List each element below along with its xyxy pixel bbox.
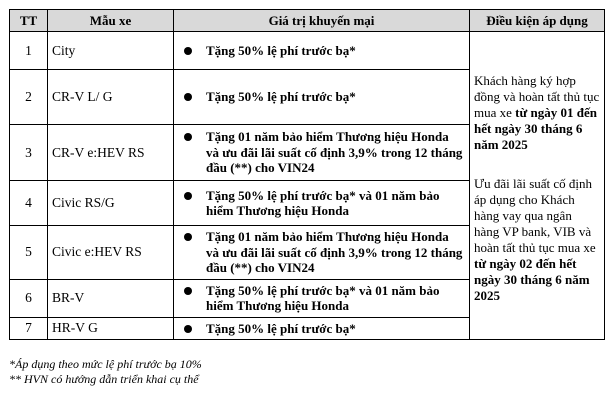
promotion-table xyxy=(9,9,605,340)
car-model: HR-V G xyxy=(48,317,174,340)
promotion-offer: Tặng 50% lệ phí trước bạ* xyxy=(174,70,470,125)
bullet-icon xyxy=(184,233,192,241)
bullet-icon xyxy=(184,192,192,200)
table-row xyxy=(10,32,605,70)
car-model: Civic e:HEV RS xyxy=(48,226,174,280)
row-number: 3 xyxy=(10,125,48,181)
bullet-icon xyxy=(184,47,192,55)
bullet-icon xyxy=(184,133,192,141)
footnote-fee: *Áp dụng theo mức lệ phí trước bạ 10% xyxy=(9,357,202,371)
row-number: 2 xyxy=(10,70,48,125)
footnotes xyxy=(9,357,202,387)
footnote-guidance: ** HVN có hướng dẫn triển khai cụ thể xyxy=(9,372,199,386)
bullet-icon xyxy=(184,93,192,101)
promotion-offer: Tặng 50% lệ phí trước bạ* và 01 năm bảo hiểm Thương hiệu Honda xyxy=(174,279,470,317)
row-number: 7 xyxy=(10,317,48,340)
promotion-offer: Tặng 01 năm bảo hiểm Thương hiệu Honda và ưu đãi lãi suất cố định 3,9% trong 12 tháng đầu (**) cho VIN24 xyxy=(174,226,470,280)
row-number: 1 xyxy=(10,32,48,70)
table-header-row xyxy=(10,10,605,32)
header-condition: Điều kiện áp dụng xyxy=(470,10,605,32)
bullet-icon xyxy=(184,287,192,295)
promotion-offer: Tặng 50% lệ phí trước bạ* và 01 năm bảo hiểm Thương hiệu Honda xyxy=(174,181,470,226)
car-model: Civic RS/G xyxy=(48,181,174,226)
condition-cell xyxy=(470,32,605,340)
bullet-icon xyxy=(184,325,192,333)
car-model: CR-V L/ G xyxy=(48,70,174,125)
promotion-offer: Tặng 01 năm bảo hiểm Thương hiệu Honda và ưu đãi lãi suất cố định 3,9% trong 12 tháng đầu (**) cho VIN24 xyxy=(174,125,470,181)
header-model: Mẫu xe xyxy=(48,10,174,32)
car-model: CR-V e:HEV RS xyxy=(48,125,174,181)
promotion-offer: Tặng 50% lệ phí trước bạ* xyxy=(174,317,470,340)
car-model: City xyxy=(48,32,174,70)
header-offer: Giá trị khuyến mại xyxy=(174,10,470,32)
header-tt: TT xyxy=(10,10,48,32)
row-number: 6 xyxy=(10,279,48,317)
car-model: BR-V xyxy=(48,279,174,317)
promotion-offer: Tặng 50% lệ phí trước bạ* xyxy=(174,32,470,70)
condition-interest: Ưu đãi lãi suất cố định áp dụng cho Khách hàng vay qua ngân hàng VP bank, VIB và hoàn tất thủ tục mua xe từ ngày 02 đến hết ngày 30 tháng 6 năm 2025 xyxy=(474,175,596,303)
condition-purchase: Khách hàng ký hợp đồng và hoàn tất thủ tục mua xe từ ngày 01 đến hết ngày 30 tháng 6 năm 2025 xyxy=(474,72,600,152)
row-number: 4 xyxy=(10,181,48,226)
row-number: 5 xyxy=(10,226,48,280)
